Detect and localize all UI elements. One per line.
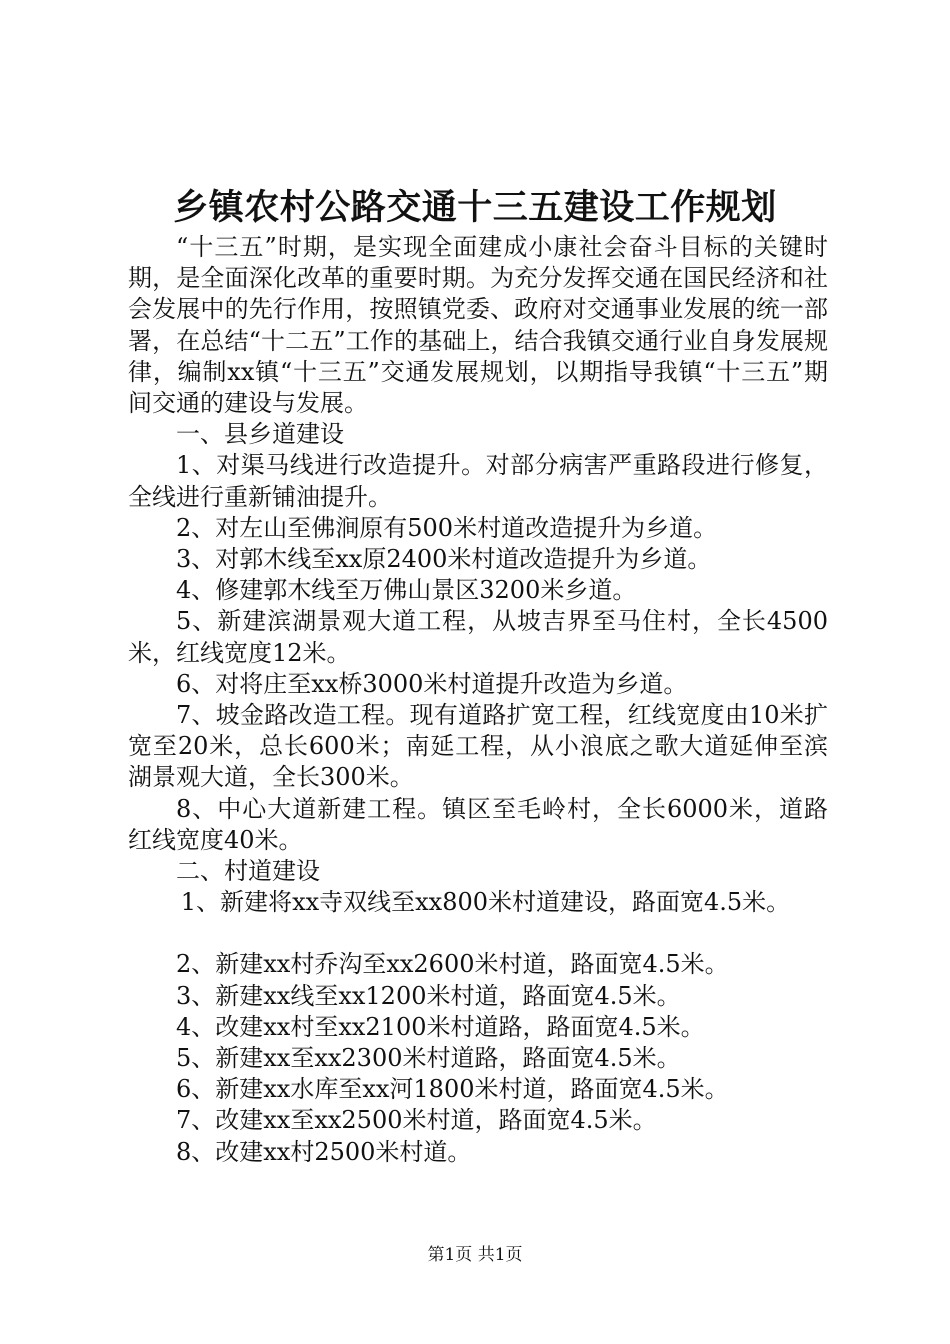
list-item: 6、对将庄至xx桥3000米村道提升改造为乡道。 xyxy=(176,669,688,698)
list-item: 7、改建xx至xx2500米村道，路面宽4.5米。 xyxy=(176,1106,657,1135)
list-item: 6、新建xx水库至xx河1800米村道，路面宽4.5米。 xyxy=(176,1075,729,1104)
list-item: 8、中心大道新建工程。镇区至毛岭村，全长6000米，道路红线宽度40米。 xyxy=(128,794,828,854)
list-item: 8、改建xx村2500米村道。 xyxy=(176,1137,472,1166)
list-item: 5、新建滨湖景观大道工程，从坡吉界至马住村，全长4500米，红线宽度12米。 xyxy=(128,607,828,667)
list-item: 2、对左山至佛涧原有500米村道改造提升为乡道。 xyxy=(176,513,718,542)
document-body xyxy=(128,232,828,1168)
list-item: 7、坡金路改造工程。现有道路扩宽工程，红线宽度由10米扩宽至20米，总长600米；南延工程，从小浪底之歌大道延伸至滨湖景观大道，全长300米。 xyxy=(128,701,828,792)
list-item: 4、修建郭木线至万佛山景区3200米乡道。 xyxy=(176,576,637,605)
section-heading-village-roads: 二、村道建设 xyxy=(176,857,320,886)
list-item: 1、对渠马线进行改造提升。对部分病害严重路段进行修复，全线进行重新铺油提升。 xyxy=(128,451,828,511)
list-item: 3、对郭木线至xx原2400米村道改造提升为乡道。 xyxy=(176,545,712,574)
page-footer: 第1页 共1页 xyxy=(427,1245,523,1265)
intro-paragraph: “十三五”时期，是实现全面建成小康社会奋斗目标的关键时期，是全面深化改革的重要时期。为充分发挥交通在国民经济和社会发展中的先行作用，按照镇党委、政府对交通事业发展的统一部署，在总结“十二五”工作的基础上，结合我镇交通行业自身发展规律，编制xx镇“十三五”交通发展规划，以期指导我镇“十三五”期间交通的建设与发展。 xyxy=(128,233,828,418)
list-item: 2、新建xx村乔沟至xx2600米村道，路面宽4.5米。 xyxy=(176,950,729,979)
list-item: 5、新建xx至xx2300米村道路，路面宽4.5米。 xyxy=(176,1044,681,1073)
section-heading-county-roads: 一、县乡道建设 xyxy=(176,420,344,449)
list-item: 3、新建xx线至xx1200米村道，路面宽4.5米。 xyxy=(176,981,681,1010)
document-title: 乡镇农村公路交通十三五建设工作规划 xyxy=(173,187,777,228)
list-item: 4、改建xx村至xx2100米村道路，路面宽4.5米。 xyxy=(176,1012,705,1041)
list-item: 1、新建将xx寺双线至xx800米村道建设，路面宽4.5米。 xyxy=(180,888,791,917)
